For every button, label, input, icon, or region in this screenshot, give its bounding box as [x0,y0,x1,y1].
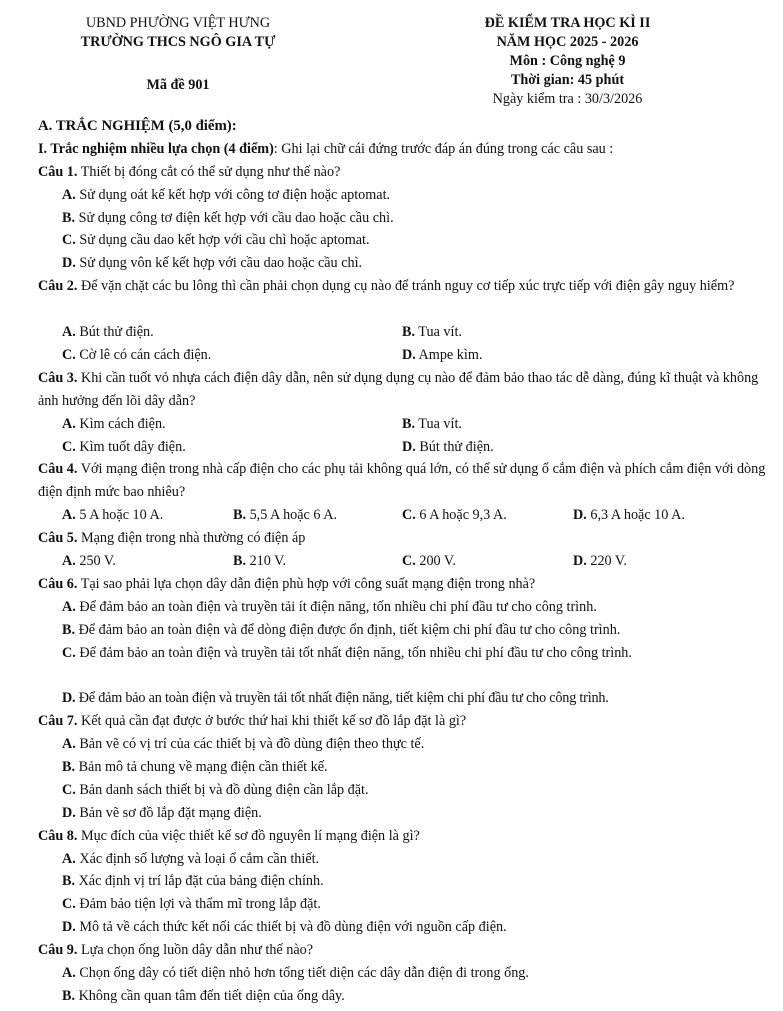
question-label: Câu 3. [38,369,78,386]
option-letter: B. [402,324,416,341]
option-letter: A. [62,186,76,203]
option [38,848,766,871]
question-text: Lựa chọn ống luồn dây dẫn như thế nào? [77,942,314,959]
option [38,870,766,893]
option-letter: A. [62,324,76,341]
option [573,504,685,527]
option-text: Tua vít. [415,415,462,432]
option-text: Bút thử điện. [415,438,494,455]
option-row [38,504,766,527]
option-text: 210 V. [246,552,287,569]
option-text: Đảm bảo tiện lợi và thẩm mĩ trong lắp đặt. [75,896,321,913]
option-letter: A. [62,507,76,524]
option-text: Bản vẽ có vị trí của các thiết bị và đồ dùng điện theo thực tế. [75,736,425,753]
question-text: Để vặn chặt các bu lông thì cần phải chọn dụng cụ nào để tránh nguy cơ tiếp xúc trực tiếp với điện gây nguy hiểm? [77,278,735,295]
option [62,413,166,436]
option-letter: B. [62,759,76,775]
option [62,436,186,459]
option-letter: A. [62,850,76,867]
option-letter: A. [62,965,76,982]
option [38,252,766,275]
option [38,619,766,642]
question-text: Kết quả cần đạt được ở bước thứ hai khi thiết kế sơ đồ lắp đặt là gì? [77,713,467,730]
option [38,802,766,825]
option-letter: D. [402,438,416,455]
question-stem [38,367,766,413]
option-letter: C. [62,896,76,913]
option-text: Sử dụng oát kế kết hợp với công tơ điện hoặc aptomat. [75,186,391,203]
question-stem [38,710,766,733]
question-text: Thiết bị đóng cắt có thể sử dụng như thế nào? [77,163,341,180]
question-label: Câu 8. [38,827,78,844]
option-letter: C. [402,552,416,569]
option [38,642,766,688]
option [402,436,494,459]
option [38,229,766,252]
option-text: 220 V. [586,552,627,569]
option-text: Tua vít. [415,324,462,341]
exam-date: Ngày kiểm tra : 30/3/2026 [492,91,643,107]
part-heading [38,138,766,161]
option-row [38,436,766,459]
question-label: Câu 1. [38,163,78,180]
option [62,504,163,527]
header-left [28,14,328,95]
option-text: Để đảm bảo an toàn điện và truyền tải ít điện năng, tốn nhiều chi phí đầu tư cho công trình. [75,598,597,615]
option-text: Xác định vị trí lắp đặt của bảng điện chính. [75,873,324,890]
option-text: Để đảm bảo an toàn điện và truyền tải tốt nhất điện năng, tốn nhiều chi phí đầu tư cho công trình. [75,644,632,661]
option-text: 200 V. [415,552,456,569]
option-letter: B. [402,415,416,432]
question-stem [38,825,766,848]
option-text: Bút thử điện. [75,324,154,341]
option-letter: D. [573,507,587,524]
option [38,733,766,756]
option-text: Sử dụng công tơ điện kết hợp với cầu dao hoặc cầu chì. [75,209,394,226]
option-letter: B. [233,552,247,569]
option-text: Cờ lê có cán cách điện. [75,346,212,363]
option-letter: B. [62,209,76,226]
option-text: Ampe kìm. [415,346,483,363]
question-text: Mạng điện trong nhà thường có điện áp [77,530,306,547]
department-name: UBND PHƯỜNG VIỆT HƯNG [85,15,271,31]
option-text: Xác định số lượng và loại ổ cắm cần thiết. [75,850,320,867]
question-label: Câu 9. [38,942,78,959]
exam-code: Mã đề 901 [146,77,210,93]
option [38,596,766,619]
question-text: Mục đích của việc thiết kế sơ đồ nguyên lí mạng điện là gì? [77,827,420,844]
option-text: Bản danh sách thiết bị và đồ dùng điện cần lắp đặt. [75,781,369,798]
option [402,413,462,436]
option-text: Chọn ống dây có tiết diện nhỏ hơn tổng tiết diện các dây dẫn điện đi trong ống. [75,965,529,982]
option-letter: C. [62,346,76,363]
option-letter: B. [62,873,76,890]
option [38,893,766,916]
option-letter: A. [62,598,76,615]
school-year: NĂM HỌC 2025 - 2026 [496,34,639,50]
option-letter: D. [62,255,76,272]
option-letter: C. [62,644,76,661]
option-text: 250 V. [75,552,116,569]
option-letter: B. [62,987,76,1004]
option [38,962,766,985]
option-text: 6 A hoặc 9,3 A. [415,507,507,524]
option-letter: B. [233,507,247,524]
header-right [390,14,745,109]
option [62,550,116,573]
option [62,321,154,344]
question-label: Câu 7. [38,713,78,730]
question-stem [38,275,766,321]
question-text: Khi cần tuốt vỏ nhựa cách điện dây dẫn, nên sử dụng dụng cụ nào để đảm bảo thao tác dễ dàng, đúng kĩ thuật và không ảnh hưởng đến lõi dây dẫn? [38,369,759,409]
option-letter: D. [402,346,416,363]
option-text: 5 A hoặc 10 A. [75,507,164,524]
option [402,321,462,344]
option [233,504,337,527]
exam-content [38,115,766,1008]
option-letter: A. [62,736,76,753]
question-label: Câu 6. [38,575,78,592]
option-letter: D. [62,919,76,936]
question-label: Câu 5. [38,530,78,547]
option-row [38,550,766,573]
question-label: Câu 2. [38,278,78,295]
option-letter: A. [62,552,76,569]
option-text: Sử dụng vôn kế kết hợp với cầu dao hoặc cầu chì. [75,255,363,272]
option-letter: C. [402,507,416,524]
option-letter: C. [62,232,76,249]
option-letter: D. [62,690,76,707]
option [38,985,766,1008]
section-title: A. TRẮC NGHIỆM (5,0 điểm): [38,118,237,134]
option [233,550,286,573]
option [402,344,482,367]
option-row [38,413,766,436]
option [38,756,766,779]
question-stem [38,939,766,962]
option-text: Bản vẽ sơ đồ lắp đặt mạng điện. [75,804,262,821]
option-letter: C. [62,781,76,798]
option [573,550,627,573]
question-stem [38,161,766,184]
option [38,687,766,710]
question-stem [38,573,766,596]
option-row [38,344,766,367]
option [38,207,766,230]
option-text: Không cần quan tâm đến tiết diện của ống dây. [75,987,345,1004]
part-title: I. Trắc nghiệm nhiều lựa chọn (4 điểm) [38,140,274,157]
subject: Môn : Công nghệ 9 [509,53,626,69]
option [38,184,766,207]
option-letter: D. [62,804,76,821]
school-name: TRƯỜNG THCS NGÔ GIA TỰ [80,34,276,50]
option-letter: B. [62,621,76,638]
question-stem [38,458,766,504]
option [38,779,766,802]
question-text: Với mạng điện trong nhà cấp điện cho các phụ tải không quá lớn, có thể sử dụng ổ cắm điện và phích cắm điện với dòng điện định mức bao nhiêu? [38,461,766,501]
option-row [38,321,766,344]
part-instruction: : Ghi lại chữ cái đứng trước đáp án đúng trong các câu sau : [273,140,614,157]
option-text: Mô tả về cách thức kết nối các thiết bị và đồ dùng điện với nguồn cấp điện. [75,919,507,936]
exam-title: ĐỀ KIỂM TRA HỌC KÌ II [484,15,651,31]
question-label: Câu 4. [38,461,78,478]
option-letter: A. [62,415,76,432]
option-text: Kìm cách điện. [75,415,166,432]
option-text: Để đảm bảo an toàn điện và truyền tải tốt nhất điện năng, tiết kiệm chi phí đầu tư cho công trình. [75,690,609,707]
option [38,916,766,939]
exam-time: Thời gian: 45 phút [510,72,625,88]
option-text: Để đảm bảo an toàn điện và để dòng điện được ổn định, tiết kiệm chi phí đầu tư cho công trình. [75,621,621,638]
question-text: Tại sao phải lựa chọn dây dẫn điện phù hợp với công suất mạng điện trong nhà? [77,575,536,592]
option-text: Kìm tuốt dây điện. [75,438,186,455]
option-letter: D. [573,552,587,569]
option [62,344,211,367]
question-stem [38,527,766,550]
option-text: 5,5 A hoặc 6 A. [246,507,338,524]
option [402,504,507,527]
option [402,550,456,573]
option-letter: C. [62,438,76,455]
option-text: 6,3 A hoặc 10 A. [586,507,685,524]
option-text: Bản mô tả chung về mạng điện cần thiết kế. [75,759,328,775]
option-text: Sử dụng cầu dao kết hợp với cầu chì hoặc aptomat. [75,232,370,249]
